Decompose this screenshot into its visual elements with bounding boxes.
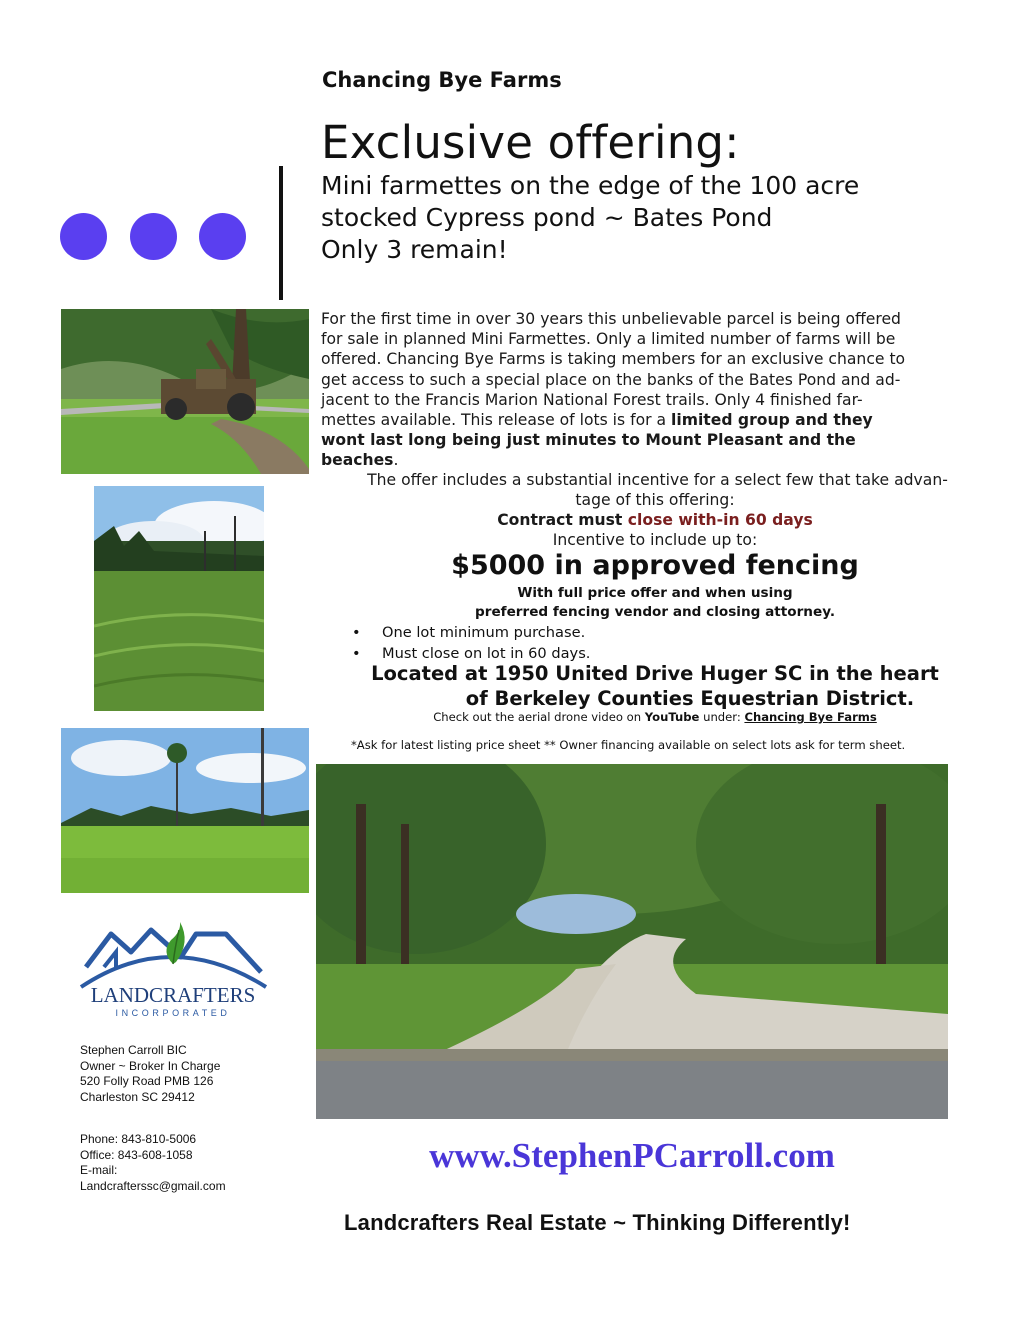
requirements-list: [352, 622, 590, 664]
subheadline-line: Only 3 remain!: [321, 235, 508, 264]
incentive-line: tage of this offering:: [575, 491, 735, 510]
paragraph-line: for sale in planned Mini Farmettes. Only a limited number of farms will be: [321, 330, 896, 349]
vertical-divider: [279, 166, 283, 300]
contact-details: [80, 1132, 226, 1194]
fencing-conditions: [321, 584, 989, 622]
photo-tractor-under-oak: [61, 309, 309, 474]
list-item-text: Must close on lot in 60 days.: [382, 645, 591, 662]
photo-grass-field: [94, 486, 264, 711]
subheadline-line: Mini farmettes on the edge of the 100 acre: [321, 171, 860, 200]
description-paragraph: [321, 309, 953, 471]
email-address[interactable]: Landcrafterssc@gmail.com: [80, 1178, 226, 1193]
office-number: Office: 843-608-1058: [80, 1147, 193, 1162]
logo-sub: INCORPORATED: [115, 1008, 231, 1018]
fencing-condition-line: preferred fencing vendor and closing attorney.: [475, 604, 835, 620]
list-item-text: One lot minimum purchase.: [382, 624, 586, 641]
list-item: [352, 622, 590, 643]
landcrafters-logo: [76, 912, 271, 1022]
broker-title: Owner ~ Broker In Charge: [80, 1058, 221, 1073]
broker-name: Stephen Carroll BIC: [80, 1043, 187, 1057]
photo-pasture-pines: [61, 728, 309, 893]
bullet-icon: •: [352, 645, 361, 662]
location-line: Located at 1950 United Drive Huger SC in the heart: [371, 662, 939, 685]
paragraph-line: [321, 450, 953, 470]
paragraph-line: For the first time in over 30 years this unbelievable parcel is being offered: [321, 310, 901, 328]
incentive-line: The offer includes a substantial incentive for a select few that take advan-: [362, 471, 948, 489]
location-line: of Berkeley Counties Equestrian District.: [465, 687, 915, 710]
pricing-note: *Ask for latest listing price sheet ** Owner financing available on select lots ask for term sheet.: [351, 738, 906, 752]
email-label: E-mail:: [80, 1163, 118, 1177]
decorative-dot: [60, 213, 107, 260]
paragraph-emphasis: limited group and they: [671, 411, 873, 430]
tagline: Landcrafters Real Estate ~ Thinking Differently!: [344, 1210, 851, 1235]
paragraph-text: .: [393, 451, 399, 470]
paragraph-text: mettes available. This release of lots is for a: [321, 411, 672, 430]
subheadline-line: stocked Cypress pond ~ Bates Pond: [321, 203, 773, 232]
drone-text: under:: [699, 710, 745, 724]
website-link[interactable]: www.StephenPCarroll.com: [429, 1136, 835, 1175]
drone-text: Check out the aerial drone video on: [433, 710, 645, 724]
drone-video-note: [321, 710, 989, 724]
paragraph-emphasis: beaches: [321, 451, 394, 470]
address-line: 520 Folly Road PMB 126: [80, 1074, 214, 1088]
contract-terms: [321, 511, 989, 529]
decorative-dot: [199, 213, 246, 260]
contract-deadline: close with-in 60 days: [627, 511, 813, 529]
paragraph-line: jacent to the Francis Marion National Forest trails. Only 4 finished far-: [321, 390, 863, 409]
youtube-label: YouTube: [644, 710, 700, 724]
fencing-offer-heading: $5000 in approved fencing: [451, 550, 859, 581]
paragraph-line: [321, 410, 953, 430]
incentive-upto: Incentive to include up to:: [552, 531, 758, 549]
contract-prefix: Contract must: [497, 511, 628, 529]
decorative-dot: [130, 213, 177, 260]
phone-number: Phone: 843-810-5006: [80, 1132, 197, 1146]
location-heading: [321, 661, 989, 711]
paragraph-line: offered. Chancing Bye Farms is taking members for an exclusive chance to: [321, 350, 906, 369]
photo-gravel-road: [316, 764, 948, 1119]
farm-name: Chancing Bye Farms: [322, 68, 562, 92]
incentive-intro: [321, 470, 989, 510]
logo-name: LANDCRAFTERS: [90, 983, 256, 1007]
contact-broker: [80, 1043, 220, 1105]
paragraph-line: get access to such a special place on the banks of the Bates Pond and ad-: [321, 370, 901, 389]
paragraph-line: [321, 430, 953, 450]
bullet-icon: •: [352, 624, 361, 641]
subheadline: [321, 170, 859, 266]
video-link[interactable]: Chancing Bye Farms: [744, 710, 877, 724]
fencing-condition-line: With full price offer and when using: [517, 585, 793, 601]
headline: Exclusive offering:: [321, 116, 740, 169]
address-line: Charleston SC 29412: [80, 1089, 195, 1104]
paragraph-emphasis: wont last long being just minutes to Mount Pleasant and the: [321, 431, 856, 450]
